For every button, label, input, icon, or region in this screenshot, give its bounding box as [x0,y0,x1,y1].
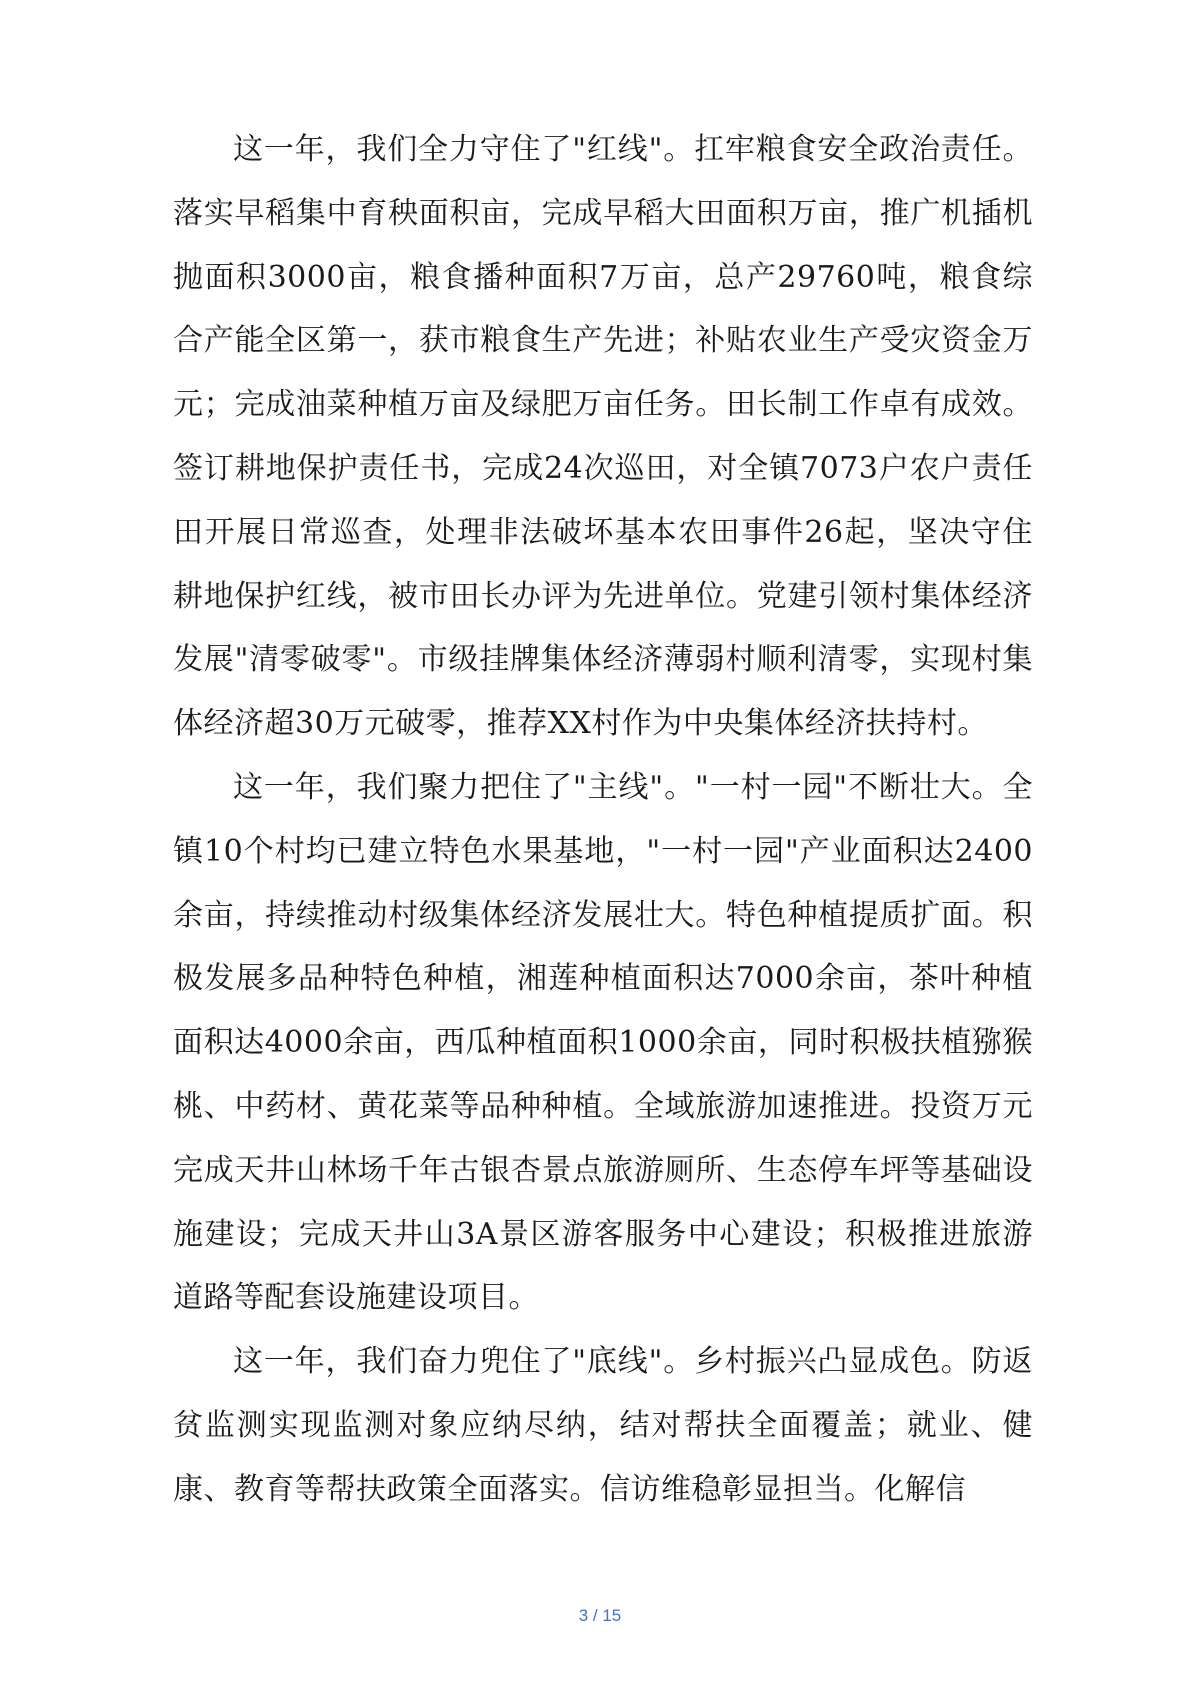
paragraph-bottom-line: 这一年，我们奋力兜住了"底线"。乡村振兴凸显成色。防返贫监测实现监测对象应纳尽纳，结对帮扶全面覆盖；就业、健康、教育等帮扶政策全面落实。信访维稳彰显担当。化解信 [173,1344,1033,1507]
paragraph-main-line: 这一年，我们聚力把住了"主线"。"一村一园"不断壮大。全镇10个村均已建立特色水果基地，"一村一园"产业面积达2400余亩，持续推动村级集体经济发展壮大。特色种植提质扩面。积极发展多品种特色种植，湘莲种植面积达7000余亩，茶叶种植面积达4000余亩，西瓜种植面积1000余亩，同时积极扶植猕猴桃、中药材、黄花菜等品种种植。全域旅游加速推进。投资万元完成天井山林场千年古银杏景点旅游厕所、生态停车坪等基础设施建设；完成天井山3A景区游客服务中心建设；积极推进旅游道路等配套设施建设项目。 [173,769,1033,1316]
paragraph-red-line: 这一年，我们全力守住了"红线"。扛牢粮食安全政治责任。落实早稻集中育秧面积亩，完成早稻大田面积万亩，推广机插机抛面积3000亩，粮食播种面积7万亩，总产29760吨，粮食综合产能全区第一，获市粮食生产先进；补贴农业生产受灾资金万元；完成油菜种植万亩及绿肥万亩任务。田长制工作卓有成效。签订耕地保护责任书，完成24次巡田，对全镇7073户农户责任田开展日常巡查，处理非法破坏基本农田事件26起，坚决守住耕地保护红线，被市田长办评为先进单位。党建引领村集体经济发展"清零破零"。市级挂牌集体经济薄弱村顺利清零，实现村集体经济超30万元破零，推荐XX村作为中央集体经济扶持村。 [173,132,1033,742]
document-body [173,118,1033,1522]
page-number: 3 / 15 [578,1606,622,1625]
